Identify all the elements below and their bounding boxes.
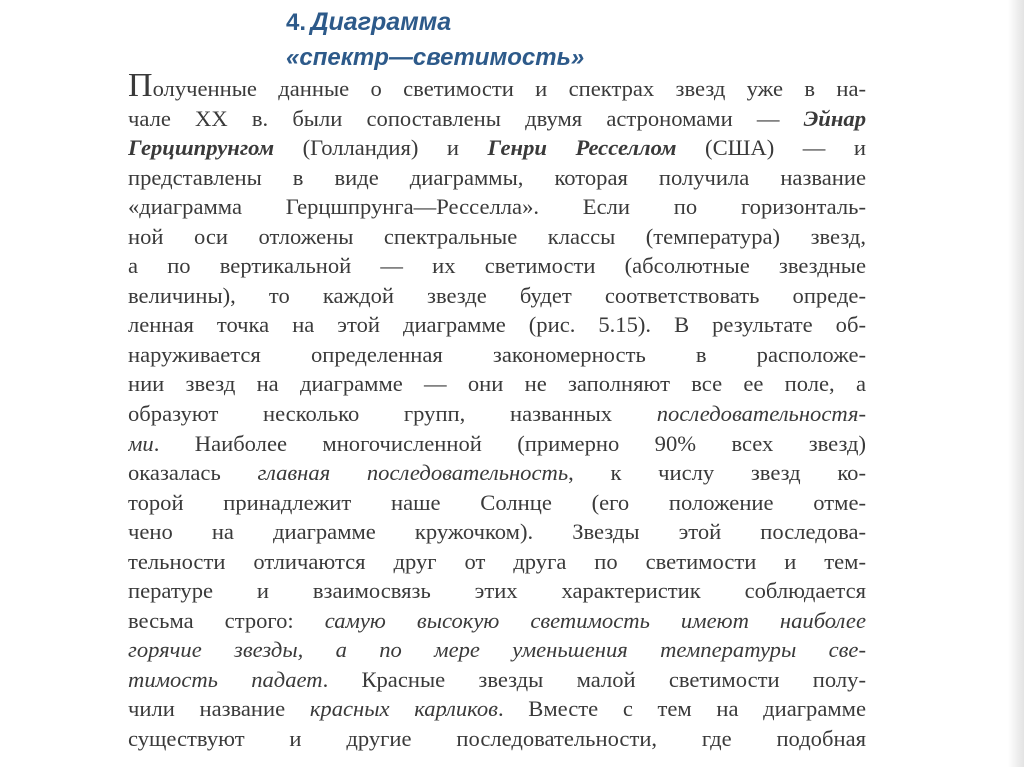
text-line <box>128 458 866 488</box>
emphasis-text: самую высокую светимость имеют наиболее <box>324 607 866 633</box>
section-number: 4. <box>286 9 307 36</box>
text-line <box>128 369 866 399</box>
emphasis-text: горячие звезды, а по мере уменьшения температуры све- <box>128 637 866 663</box>
text-line <box>128 163 866 193</box>
text-run: . Вместе с тем на диаграмме <box>497 696 866 722</box>
text-line <box>128 251 866 281</box>
section-title-line1: Диаграмма <box>310 8 452 36</box>
text-run: чале XX в. были сопоставлены двумя астрономами — <box>128 105 804 131</box>
text-run: пературе и взаимосвязь этих характеристик соблюдается <box>128 578 866 604</box>
text-run: величины), то каждой звезде будет соответствовать опреде- <box>128 282 866 308</box>
text-line <box>128 192 866 222</box>
text-run: . Наиболее многочисленной (примерно 90% всех звезд) <box>153 430 866 456</box>
text-line <box>128 724 866 754</box>
emphasis-text: Эйнар <box>803 105 866 131</box>
text-run: (Голландия) и <box>274 135 488 161</box>
text-line <box>128 281 866 311</box>
emphasis-text: ми <box>128 430 154 456</box>
text-line <box>128 517 866 547</box>
text-line <box>128 133 866 163</box>
text-line <box>128 488 866 518</box>
text-run: представлены в виде диаграммы, которая получила название <box>128 164 866 190</box>
text-line <box>128 576 866 606</box>
text-run: существуют и другие последовательности, где подобная <box>128 726 866 752</box>
text-run: образуют несколько групп, названных <box>128 401 657 427</box>
emphasis-text: главная последовательность <box>257 460 569 486</box>
text-run: ленная точка на этой диаграмме (рис. 5.15). В результате об- <box>128 312 866 338</box>
text-line <box>128 606 866 636</box>
drop-cap: П <box>128 74 153 104</box>
section-title-line2: «спектр—светимость» <box>286 44 585 71</box>
text-line <box>128 222 866 252</box>
text-run: чено на диаграмме кружочком). Звезды этой последова- <box>128 519 866 545</box>
text-line <box>128 310 866 340</box>
text-line <box>128 547 866 577</box>
page-edge-shadow <box>1008 0 1024 767</box>
text-line <box>128 399 866 429</box>
text-run: а по вертикальной — их светимости (абсолютные звездные <box>128 253 866 279</box>
text-run: чили название <box>128 696 310 722</box>
text-run: . Красные звезды малой светимости полу- <box>322 666 866 692</box>
text-run: тельности отличаются друг от друга по светимости и тем- <box>128 548 866 574</box>
text-line <box>128 340 866 370</box>
emphasis-text: Генри Ресселлом <box>487 135 677 161</box>
text-run: весьма строго: <box>128 607 325 633</box>
text-run: оказалась <box>128 460 258 486</box>
emphasis-text: красных карликов <box>309 696 498 722</box>
emphasis-text: тимость падает <box>128 666 323 692</box>
text-run: ной оси отложены спектральные классы (температура) звезд, <box>128 223 866 249</box>
text-line <box>128 429 866 459</box>
text-run: олученные данные о светимости и спектрах звезд уже в на- <box>152 76 866 101</box>
text-run: наруживается определенная закономерность в расположе- <box>128 341 866 367</box>
section-heading <box>286 6 584 74</box>
text-run: , к числу звезд ко- <box>568 460 866 486</box>
text-line <box>128 635 866 665</box>
emphasis-text: Герцшпрунгом <box>128 135 275 161</box>
text-line <box>128 694 866 724</box>
text-run: торой принадлежит наше Солнце (его положение отме- <box>128 489 866 515</box>
text-run: нии звезд на диаграмме — они не заполняют все ее поле, а <box>128 371 866 397</box>
text-run: (США) — и <box>676 135 866 161</box>
text-line <box>128 104 866 134</box>
body-paragraph <box>128 74 866 754</box>
emphasis-text: последовательностя- <box>656 401 866 427</box>
text-run: «диаграмма Герцшпрунга—Ресселла». Если по горизонталь- <box>128 194 866 220</box>
text-line <box>128 74 866 104</box>
text-line <box>128 665 866 695</box>
